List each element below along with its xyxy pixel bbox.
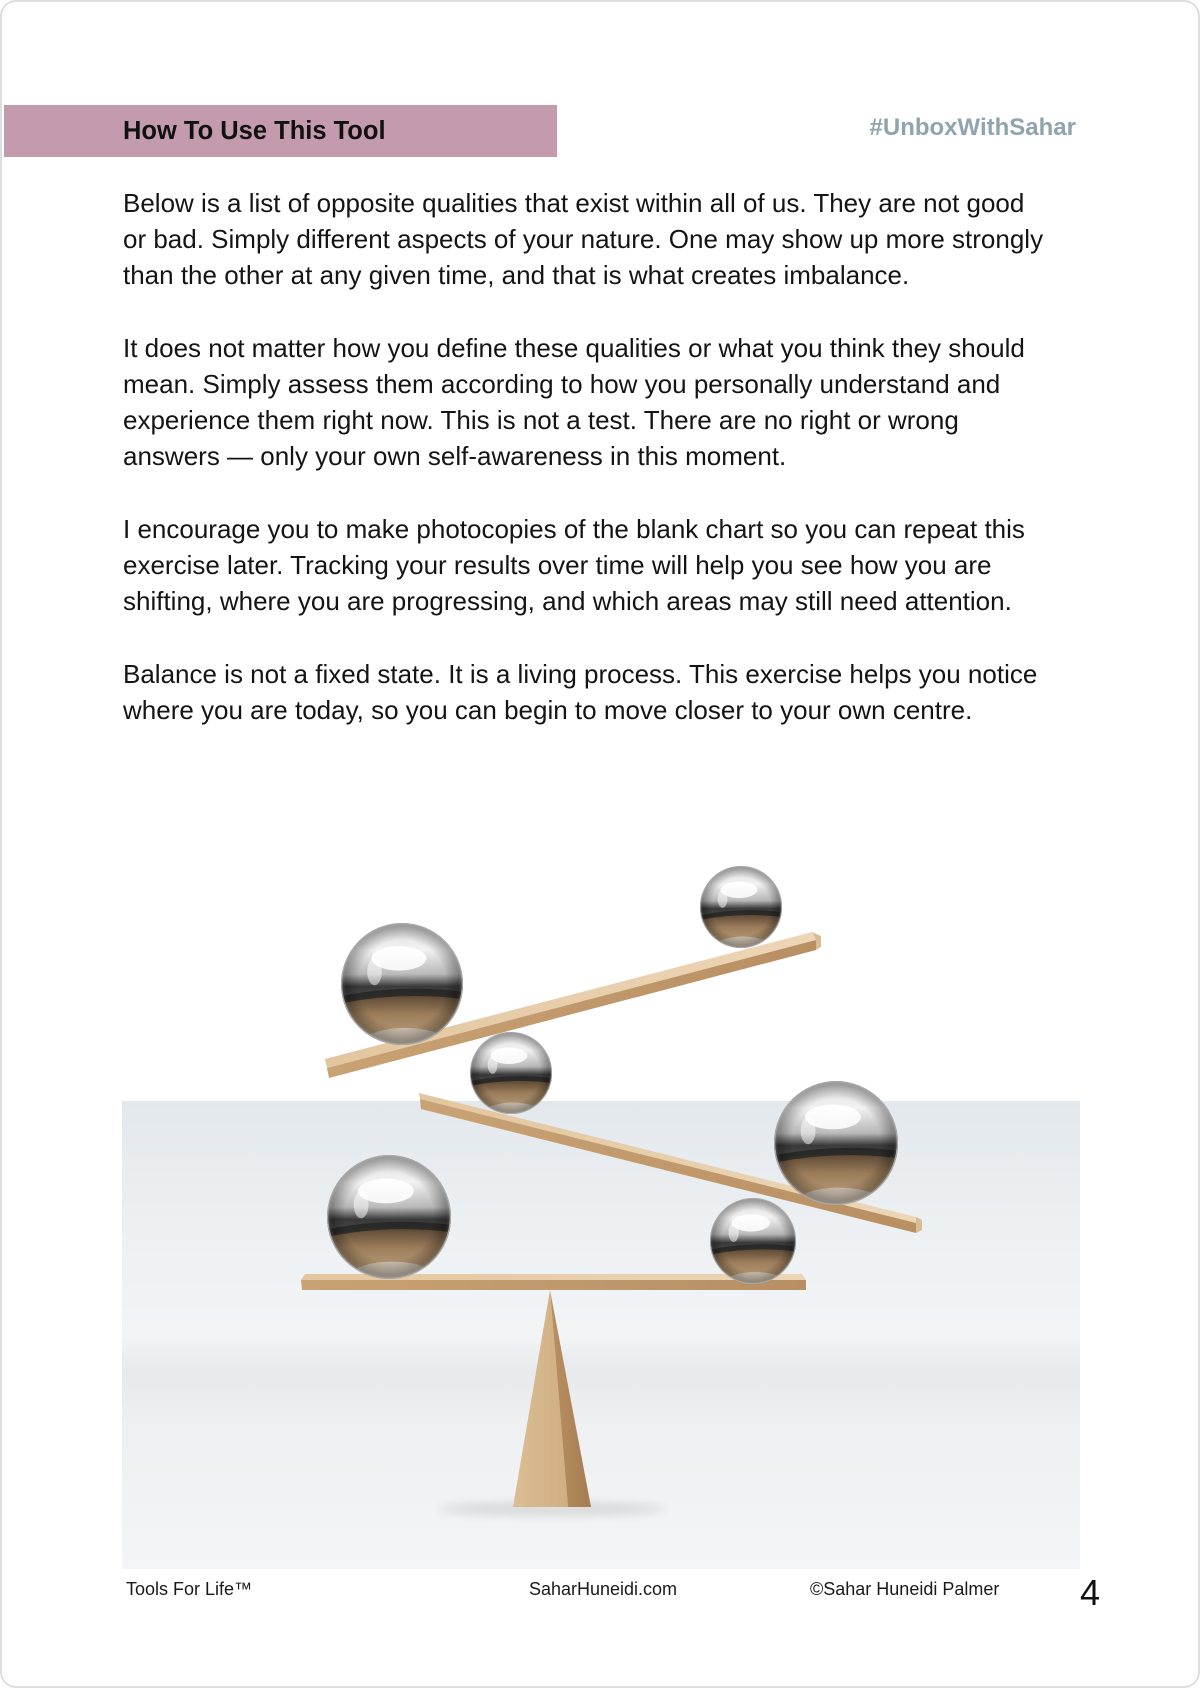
text-line: than the other at any given time, and that is what creates imbalance. (123, 260, 910, 291)
text-line: shifting, where you are progressing, and which areas may still need attention. (123, 586, 1012, 617)
balance-illustration (122, 852, 1080, 1569)
text-line: It does not matter how you define these qualities or what you think they should (123, 332, 1025, 363)
section-title: How To Use This Tool (123, 117, 386, 145)
text-line: exercise later. Tracking your results over time will help you see how you are (123, 550, 992, 580)
text-line: mean. Simply assess them according to how you personally understand and (123, 369, 1001, 399)
plank-front-face (301, 1280, 806, 1290)
body-paragraph (123, 185, 1043, 294)
text-line: experience them right now. This is not a test. There are no right or wrong (123, 405, 959, 436)
footer-copyright: ©Sahar Huneidi Palmer (810, 1579, 1000, 1599)
footer-brand: Tools For Life™ (126, 1579, 253, 1599)
instructions-body (123, 185, 1043, 764)
text-line: Balance is not a fixed state. It is a living process. This exercise helps you notice (123, 658, 1038, 689)
page-number: 4 (1080, 1572, 1101, 1613)
body-paragraph (123, 330, 1043, 475)
text-line: where you are today, so you can begin to move closer to your own centre. (123, 694, 973, 725)
footer-website: SaharHuneidi.com (528, 1579, 678, 1599)
backdrop (122, 1101, 1080, 1569)
text-line: or bad. Simply different aspects of your nature. One may show up more strongly (123, 224, 1044, 255)
body-paragraph (123, 656, 1043, 728)
text-line: I encourage you to make photocopies of the blank chart so you can repeat this (123, 513, 1025, 544)
hashtag-label: #UnboxWithSahar (869, 114, 1076, 141)
text-line: Below is a list of opposite qualities that exist within all of us. They are not good (123, 188, 1025, 218)
body-paragraph (123, 511, 1043, 620)
text-line: answers — only your own self-awareness in this moment. (123, 441, 787, 472)
